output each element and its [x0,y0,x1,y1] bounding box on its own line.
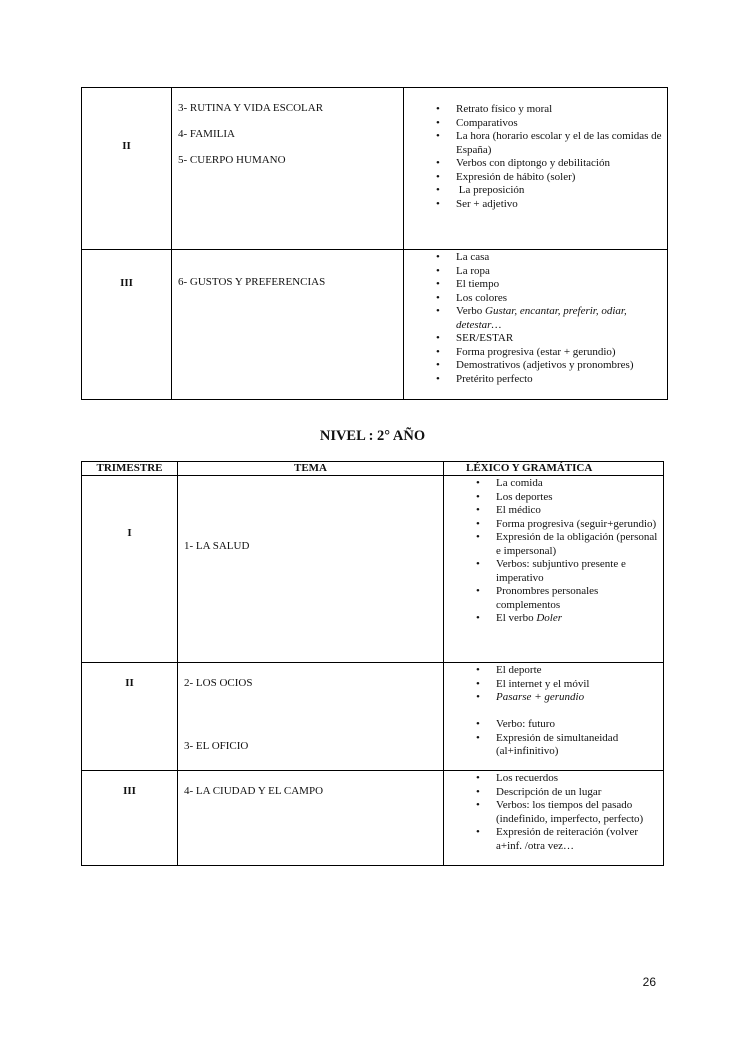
table-row [82,250,668,400]
tema-item: 3- EL OFICIO [184,740,249,752]
doler-prefix: El verbo [496,612,537,624]
lexico-list [444,772,663,853]
list-item: • Expresión de la obligación (personal e impersonal) [496,531,663,558]
tema-item: 4- LA CIUDAD Y EL CAMPO [184,785,324,797]
header-trimestre: TRIMESTRE [82,462,178,476]
trimestre-cell [82,476,178,663]
lexico-cell [444,771,664,866]
header-lexico: LÉXICO Y GRAMÁTICA [444,462,664,476]
list-item: • El tiempo [456,278,667,292]
tema-item: 3- RUTINA Y VIDA ESCOLAR [178,102,324,114]
list-item: • Expresión de reiteración (volver a+inf. /otra vez… [496,826,663,853]
list-item: • Verbos: subjuntivo presente e imperativo [496,558,663,585]
trimestre-label: I [127,527,132,539]
trimestre-label: II [122,140,131,152]
list-item: • Verbo: futuro [496,718,663,732]
table-row [82,663,664,771]
list-item: • Los colores [456,292,667,306]
verbo-italic: Gustar, encantar, preferir, odiar, detestar… [456,305,627,331]
trimestre-label: III [123,785,136,797]
lexico-list [404,103,667,211]
list-item: • Verbos con diptongo y debilitación [456,157,667,171]
list-item: • La hora (horario escolar y el de las comidas de España) [456,130,667,157]
list-item: • Comparativos [456,117,667,131]
trimestre-cell [82,250,172,400]
tema-item: 5- CUERPO HUMANO [178,154,286,166]
tema-cell [172,250,404,400]
list-item: • La ropa [456,265,667,279]
lexico-cell [404,250,668,400]
list-item: • Expresión de hábito (soler) [456,171,667,185]
tema-cell [178,663,444,771]
list-item: • El deporte [496,664,663,678]
list-item: • El médico [496,504,663,518]
list-item [496,612,663,626]
table-row [82,476,664,663]
lexico-cell [444,476,664,663]
doler-italic: Doler [536,612,562,624]
list-item: • SER/ESTAR [456,332,667,346]
list-item: • Los recuerdos [496,772,663,786]
list-item: • Ser + adjetivo [456,198,667,212]
list-item: • Pretérito perfecto [456,373,667,387]
list-item: • Descripción de un lugar [496,786,663,800]
trimestre-label: III [120,277,133,289]
nivel-title: NIVEL : 2° AÑO [319,428,426,444]
header-tema: TEMA [178,462,444,476]
table-header-row [82,462,664,476]
lexico-list [404,251,667,386]
tema-cell [178,476,444,663]
lexico-list [444,664,663,759]
list-item: • Los deportes [496,491,663,505]
list-item: • La comida [496,477,663,491]
curriculum-table-top [81,87,668,400]
tema-item: 6- GUSTOS Y PREFERENCIAS [178,276,326,288]
list-item: • El internet y el móvil [496,678,663,692]
tema-item: 1- LA SALUD [184,540,250,552]
list-item: • Expresión de simultaneidad (al+infinitivo) [496,732,663,759]
tema-item: 4- FAMILIA [178,128,235,140]
list-item: • Pasarse + gerundio [496,691,663,705]
list-item: • Retrato físico y moral [456,103,667,117]
list-gap [496,705,663,719]
curriculum-table-bottom [81,461,664,866]
trimestre-label: II [125,677,134,689]
tema-item: 2- LOS OCIOS [184,677,253,689]
list-item [456,305,667,332]
list-item: • Demostrativos (adjetivos y pronombres) [456,359,667,373]
list-item: • Verbos: los tiempos del pasado (indefinido, imperfecto, perfecto) [496,799,663,826]
list-item: • Pronombres personales complementos [496,585,663,612]
tema-cell [172,88,404,250]
list-item: • Forma progresiva (seguir+gerundio) [496,518,663,532]
trimestre-cell [82,663,178,771]
verbo-prefix: Verbo [456,305,486,317]
list-item: • La casa [456,251,667,265]
lexico-cell [444,663,664,771]
table-row [82,88,668,250]
trimestre-cell [82,771,178,866]
table-row [82,771,664,866]
lexico-cell [404,88,668,250]
lexico-list [444,477,663,626]
page-number: 26 [642,975,656,989]
tema-cell [178,771,444,866]
list-item: • La preposición [456,184,667,198]
list-item: • Forma progresiva (estar + gerundio) [456,346,667,360]
trimestre-cell [82,88,172,250]
